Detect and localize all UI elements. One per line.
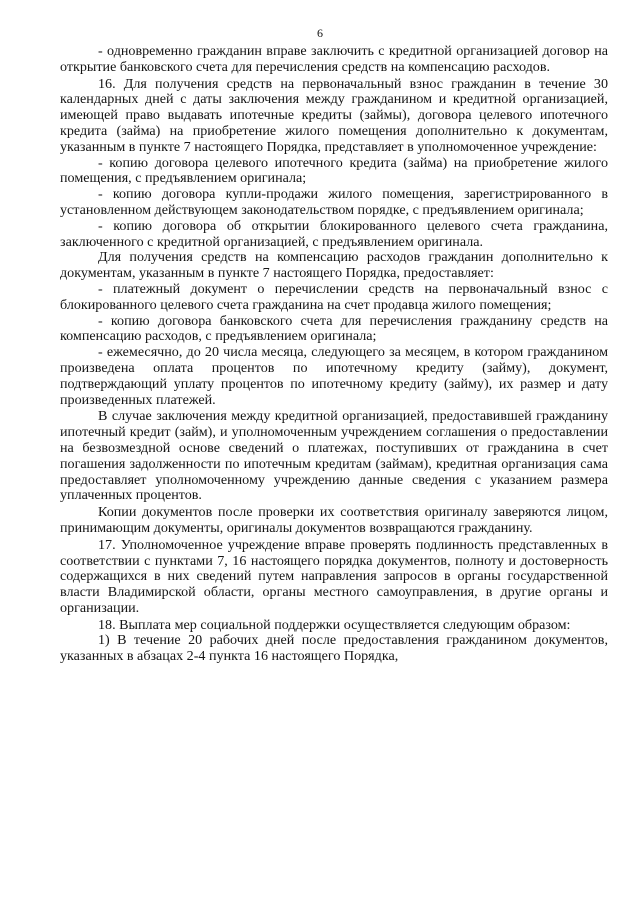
paragraph: - одновременно гражданин вправе заключить с кредитной организацией договор на открытие банковского счета для перечисления средств на компенсацию расходов. bbox=[60, 43, 608, 75]
paragraph: - копию договора банковского счета для перечисления гражданину средств на компенсацию расходов, с предъявлением оригинала; bbox=[60, 312, 608, 345]
document-body bbox=[60, 44, 608, 665]
paragraph: 17. Уполномоченное учреждение вправе проверять подлинность представленных в соответствии с пунктами 7, 16 настоящего порядка документов, полноту и достоверность содержащихся в них сведений путем направления запросов в органы государственной власти Владимирской области, органы местного самоуправления, в другие органы и организации. bbox=[60, 536, 608, 616]
paragraph: В случае заключения между кредитной организацией, предоставившей гражданину ипотечный кредит (займ), и уполномоченным учреждением соглашения о предоставлении на безвозмездной основе сведений о платежах, поступивших от гражданина в счет погашения задолженности по ипотечным кредитам (займам), кредитная организация сама предоставляет уполномоченному учреждению данные сведения с указанием размера уплаченных процентов. bbox=[60, 408, 608, 504]
paragraph: 18. Выплата мер социальной поддержки осуществляется следующим образом: bbox=[98, 616, 571, 633]
paragraph: - ежемесячно, до 20 числа месяца, следующего за месяцем, в котором гражданином произведена оплата процентов по ипотечному кредиту (займу), документ, подтверждающий уплату процентов по ипотечному кредиту (займу), их размер и дату произведенных платежей. bbox=[60, 344, 608, 408]
paragraph: - копию договора целевого ипотечного кредита (займа) на приобретение жилого помещения, с предъявлением оригинала; bbox=[60, 154, 608, 187]
paragraph: Для получения средств на компенсацию расходов гражданин дополнительно к документам, указанным в пункте 7 настоящего Порядка, предоставляет: bbox=[60, 249, 608, 282]
paragraph: - копию договора купли-продажи жилого помещения, зарегистрированного в установленном действующем законодательством порядке, с предъявлением оригинала; bbox=[60, 186, 608, 218]
paragraph: - копию договора об открытии блокированного целевого счета гражданина, заключенного с кредитной организацией, с предъявлением оригинала. bbox=[60, 217, 608, 250]
paragraph: - платежный документ о перечислении средств на первоначальный взнос с блокированного целевого счета гражданина на счет продавца жилого помещения; bbox=[60, 280, 608, 313]
paragraph: Копии документов после проверки их соответствия оригиналу заверяются лицом, принимающим документы, оригиналы документов возвращаются гражданину. bbox=[60, 504, 608, 536]
paragraph: 16. Для получения средств на первоначальный взнос гражданин в течение 30 календарных дней с даты заключения между гражданином и кредитной организацией, имеющей право выдавать ипотечные кредиты (займы), договора целевого ипотечного кредита (займа) на приобретение жилого помещения дополнительно к документам, указанным в пункте 7 настоящего Порядка, представляет в уполномоченное учреждение: bbox=[60, 75, 608, 155]
page-number: 6 bbox=[317, 26, 323, 40]
paragraph: 1) В течение 20 рабочих дней после предоставления гражданином документов, указанных в абзацах 2-4 пункта 16 настоящего Порядка, bbox=[60, 632, 608, 665]
